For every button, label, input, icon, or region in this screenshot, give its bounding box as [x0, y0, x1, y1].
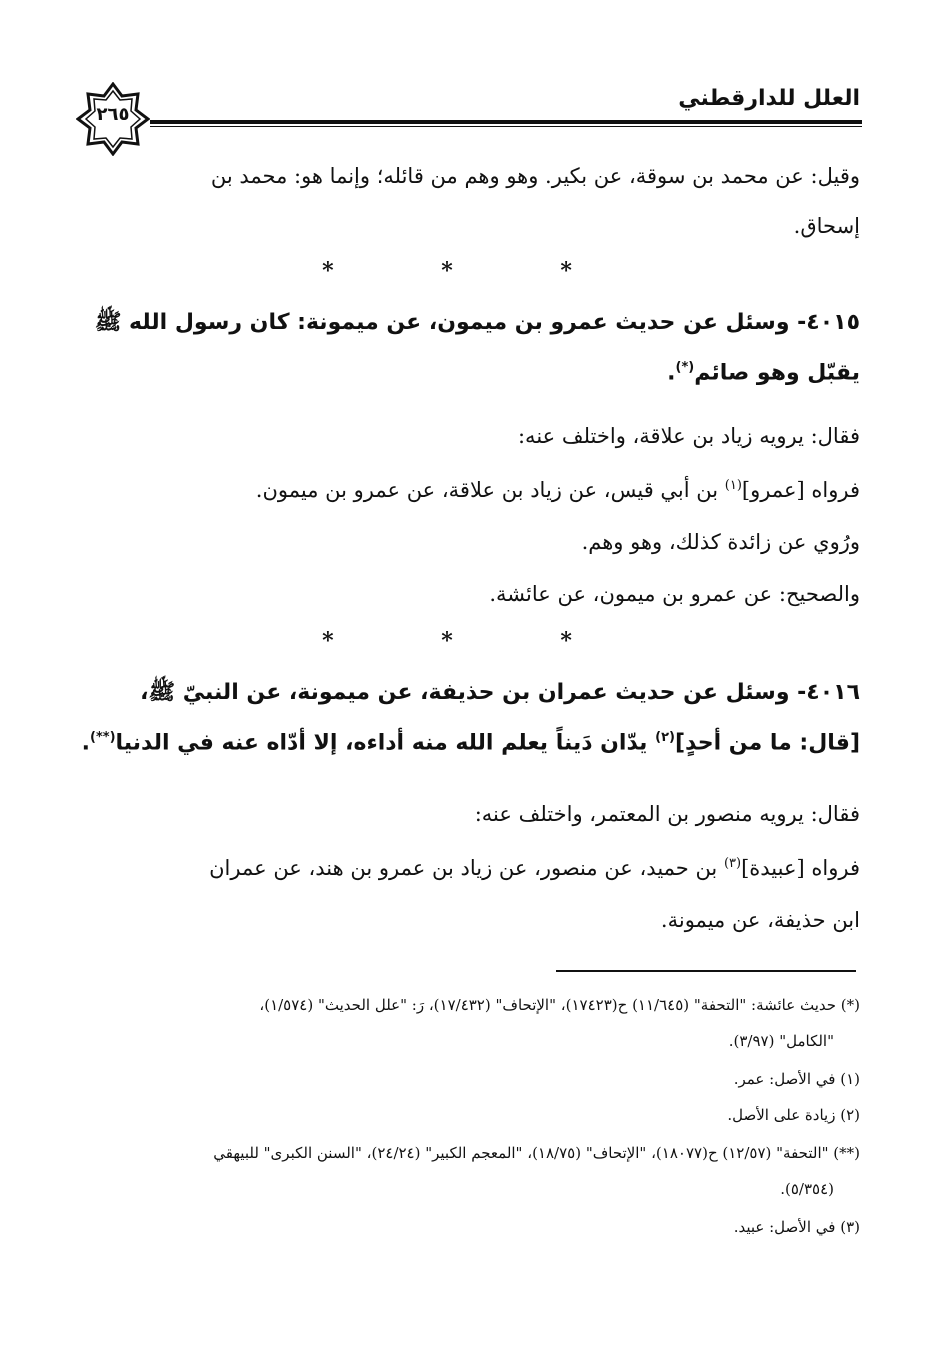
entry-4015-heading-cont: [667, 360, 860, 385]
text-line: إسحاق.: [793, 214, 860, 238]
section-separator: * * *: [322, 628, 622, 654]
text-line: [209, 856, 860, 880]
entry-text: .: [81, 730, 91, 756]
text-line: ابن حذيفة، عن ميمونة.: [660, 908, 860, 932]
footnote: (*) حديث عائشة: "التحفة" (١١/٦٤٥) ح(١٧٤٢٣)، "الإتحاف" (١٧/٤٣٢)، رَ: "علل الحديث" (١/٥٧٤)،: [259, 996, 860, 1014]
header-rule-thick: [150, 120, 862, 124]
entry-text: يدّان دَيناً يعلم الله منه أداءه، إلا أدّاه عنه في الدنيا: [115, 730, 656, 756]
entry-text: يقبّل وهو صائم: [694, 360, 860, 386]
footnote-marker: (٣): [723, 856, 742, 871]
text-line: فقال: يرويه زياد بن علاقة، واختلف عنه:: [517, 424, 860, 448]
entry-text: [قال: ما من أحدٍ]: [674, 730, 860, 756]
page-number-badge: [76, 82, 150, 156]
text-span: فرواه [عمرو]: [741, 478, 860, 502]
footnote: (٣) في الأصل: عبيد.: [733, 1218, 860, 1236]
footnote: (١) في الأصل: عمر.: [733, 1070, 860, 1088]
footnote-marker: (**): [90, 730, 116, 745]
footnote-separator: [556, 970, 856, 972]
entry-4015-heading: ٤٠١٥- وسئل عن حديث عمرو بن ميمون، عن ميمونة: كان رسول الله ﷺ: [94, 310, 860, 335]
text-span: فرواه [عبيدة]: [741, 856, 860, 880]
text-line: فقال: يرويه منصور بن المعتمر، واختلف عنه:: [474, 802, 860, 826]
text-span: بن حميد، عن منصور، عن زياد بن عمرو بن هند، عن عمران: [209, 856, 724, 880]
entry-4016-heading-cont: [82, 730, 860, 755]
text-line: وقيل: عن محمد بن سوقة، عن بكير. وهو وهم من قائله؛ وإنما هو: محمد بن: [210, 164, 860, 188]
text-line: ورُوي عن زائدة كذلك، وهو وهم.: [581, 530, 860, 554]
header-rule: [150, 120, 862, 128]
page-number: ٢٦٥: [96, 104, 130, 125]
footnote-marker: (١): [724, 478, 742, 493]
text-span: بن أبي قيس، عن زياد بن علاقة، عن عمرو بن ميمون.: [255, 478, 725, 502]
text-line: والصحيح: عن عمرو بن ميمون، عن عائشة.: [489, 582, 860, 606]
footnote-cont: (٥/٣٥٤).: [780, 1180, 834, 1198]
footnote-marker: (*): [675, 360, 695, 375]
footnote: (٢) زيادة على الأصل.: [727, 1106, 860, 1124]
footnote-cont: "الكامل" (٣/٩٧).: [728, 1032, 834, 1050]
footnote: (**) "التحفة" (١٢/٥٧) ح(١٨٠٧٧)، "الإتحاف" (١٨/٧٥)، "المعجم الكبير" (٢٤/٢٤)، "السنن الكبرى" للبيهقي: [213, 1144, 860, 1162]
section-separator: * * *: [322, 258, 622, 284]
footnote-marker: (٢): [655, 730, 675, 745]
entry-text: .: [667, 360, 676, 386]
running-header-title: العلل للدارقطني: [678, 86, 860, 111]
text-line: [256, 478, 860, 502]
header-rule-thin: [150, 126, 862, 127]
entry-4016-heading: ٤٠١٦- وسئل عن حديث عمران بن حذيفة، عن ميمونة، عن النبيّ ﷺ،: [140, 680, 860, 705]
